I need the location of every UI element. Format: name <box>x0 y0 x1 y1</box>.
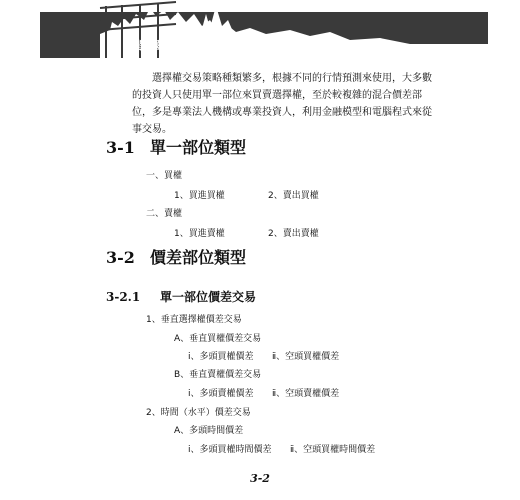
list-item: 2、賣出買權 <box>268 191 319 201</box>
section-heading-3-2 <box>106 248 246 268</box>
outline-item: A、垂直買權價差交易 <box>174 334 262 344</box>
section-number: 3-2 <box>106 248 135 267</box>
outline-item: A、多頭時間價差 <box>174 426 244 436</box>
outline-item: ⅰ、多頭買權價差 <box>188 352 254 362</box>
group-label: 二、賣權 <box>146 209 183 219</box>
section-title: 價差部位類型 <box>150 248 247 267</box>
intro-line: 的投資人只使用單一部位來買賣選擇權，至於較複雜的混合價差部 <box>132 90 422 101</box>
outline-item: ⅱ、空頭買權時間價差 <box>290 445 376 455</box>
intro-paragraph <box>132 70 432 138</box>
subsection-heading-3-2-1 <box>106 289 256 305</box>
outline-item: ⅰ、多頭買權時間價差 <box>188 445 272 455</box>
book-title: 選擇權高手 30 日養成術‧基礎篇 <box>136 39 318 53</box>
intro-line: 位，多是專業法人機構或專業投資人，利用金融模型和電腦程式來從 <box>132 107 432 118</box>
section-heading-3-1 <box>106 138 246 158</box>
outline-item: 2、時間（水平）價差交易 <box>146 408 251 418</box>
intro-line: 事交易。 <box>132 124 172 135</box>
outline-item: ⅱ、空頭買權價差 <box>272 352 340 362</box>
list-item: 2、賣出賣權 <box>268 229 319 239</box>
outline-item: ⅰ、多頭賣權價差 <box>188 389 254 399</box>
outline-item: 1、垂直選擇權價差交易 <box>146 315 242 325</box>
outline-item: ⅱ、空頭賣權價差 <box>272 389 340 399</box>
subsection-number: 3-2.1 <box>106 290 141 304</box>
section-title: 單一部位類型 <box>150 138 247 157</box>
list-item: 1、買進買權 <box>174 191 225 201</box>
group-label: 一、買權 <box>146 171 183 181</box>
subsection-title: 單一部位價差交易 <box>160 290 257 304</box>
section-number: 3-1 <box>106 138 135 157</box>
intro-line: 選擇權交易策略種類繁多，根據不同的行情預測來使用，大多數 <box>152 73 432 84</box>
list-item: 1、買進賣權 <box>174 229 225 239</box>
outline-item: B、垂直賣權價差交易 <box>174 370 262 380</box>
page-number: 3-2 <box>250 472 270 485</box>
